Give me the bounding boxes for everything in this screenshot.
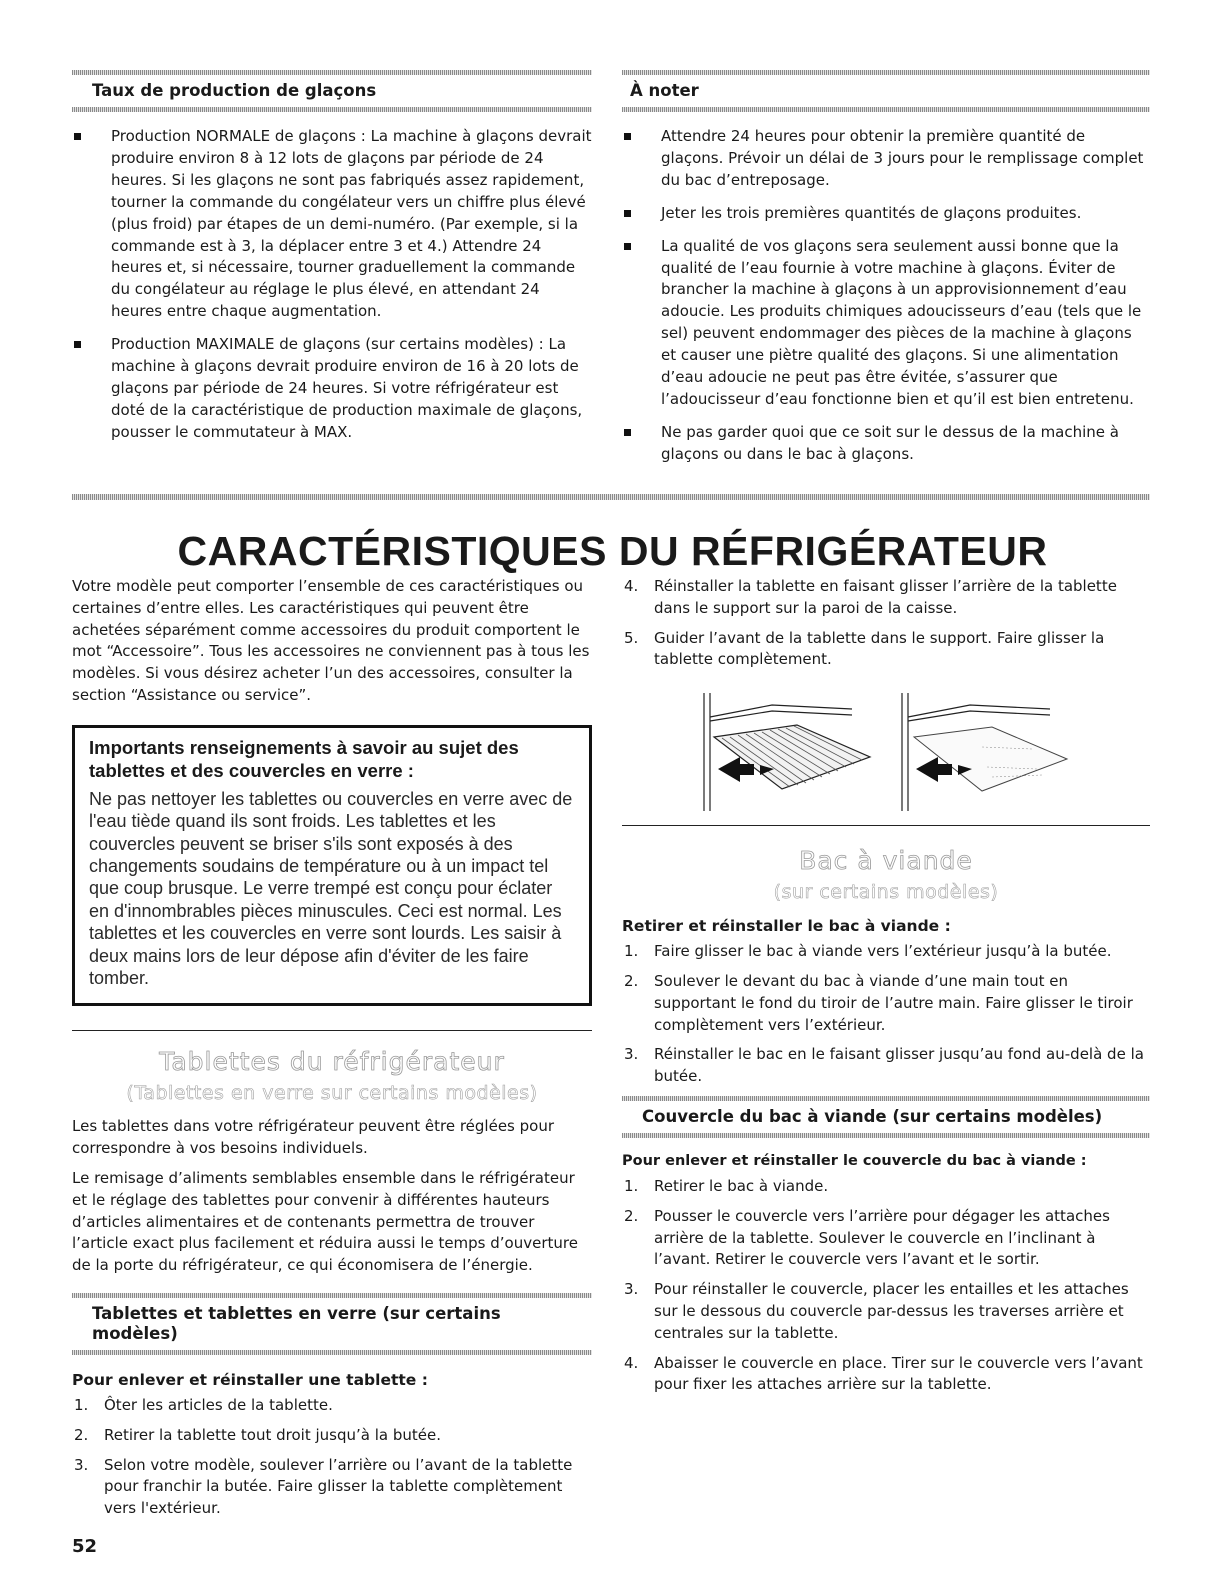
list-item: 1. Ôter les articles de la tablette. xyxy=(74,1396,333,1415)
list-item: 2. Retirer la tablette tout droit jusqu’à la butée. xyxy=(74,1425,441,1444)
list-item: La qualité de vos glaçons sera seulement aussi bonne que la qualité de l’eau fournie à votre machine à glaçons. Éviter de brancher la machine à glaçons à un approvisionnement d’eau adoucie. Les produits chimiques adoucisseurs d’eau (tels que le sel) peuvent endommager des pièces de la machine à glaçons et causer une piètre qualité des glaçons. Si une alimentation d’eau adoucie ne peut pas être évitée, s’assurer que l’adoucisseur d’eau fonctionne bien et qu’il est bien entretenu. xyxy=(622,236,1150,411)
intro-paragraph: Votre modèle peut comporter l’ensemble de ces caractéristiques ou certaines d’entre elles. Les caractéristiques qui peuvent être achetées séparément comme accessoires du produit comportent le mot “Accessoire”. Tous les accessoires ne conviennent pas à tous les modèles. Si vous désirez acheter l’un des accessoires, consulter la section “Assistance ou service”. xyxy=(72,577,590,704)
list-item: 3. Selon votre modèle, soulever l’arrière ou l’avant de la tablette pour franchir la butée. Faire glisser la tablette complètement vers l'extérieur. xyxy=(74,1455,573,1518)
list-item: 1. Retirer le bac à viande. xyxy=(624,1176,829,1195)
meat-cover-remove-heading: Pour enlever et réinstaller le couvercle du bac à viande : xyxy=(622,1152,1087,1169)
list-item: 5. Guider l’avant de la tablette dans le support. Faire glisser la tablette complètement. xyxy=(624,628,1105,669)
ice-rate-section xyxy=(72,70,592,455)
hatch-rule xyxy=(622,1133,1150,1138)
list-item: 2. Pousser le couvercle vers l’arrière pour dégager les attaches arrière de la tablette. Soulever le couvercle en l’inclinant à l’avant. Retirer le couvercle vers l’avant et le sortir. xyxy=(624,1206,1110,1269)
meat-bin-subtitle: (sur certains modèles) xyxy=(773,881,999,904)
section-separator xyxy=(72,494,1150,500)
meat-cover-steps xyxy=(622,1176,1150,1396)
warning-text: Ne pas nettoyer les tablettes ou couvercles en verre avec de l'eau tiède quand ils sont froids. Les tablettes et les couvercles peuvent se briser s'ils sont exposés à des changements soudains de température ou à un impact tel que coup brusque. Le verre trempé est conçu pour éclater en d'innombrables pièces minuscules. Ceci est normal. Les tablettes et les couvercles en verre sont lourds. Les saisir à deux mains lors de leur dépose afin d'éviter de les faire tomber. xyxy=(89,788,573,989)
glass-shelves-heading: Tablettes et tablettes en verre (sur certains modèles) xyxy=(92,1304,501,1344)
divider xyxy=(72,1030,592,1031)
shelf-steps-continued xyxy=(622,576,1150,671)
remove-shelf-heading: Pour enlever et réinstaller une tablette : xyxy=(72,1371,428,1390)
list-item: 3. Pour réinstaller le couvercle, placer les entailles et les attaches sur le dessous du couvercle par-dessus les traverses arrière et centrales sur la tablette. xyxy=(624,1280,1129,1342)
hatch-rule xyxy=(72,1350,592,1355)
right-column xyxy=(622,576,1150,1404)
shelf-illustrations xyxy=(622,687,1150,817)
warning-title: Importants renseignements à savoir au sujet des tablettes et des couvercles en verre : xyxy=(89,736,519,781)
shelf-steps xyxy=(72,1395,592,1520)
divider xyxy=(622,825,1150,826)
list-item: Ne pas garder quoi que ce soit sur le dessus de la machine à glaçons ou dans le bac à glaçons. xyxy=(622,422,1150,466)
ice-rate-title: Taux de production de glaçons xyxy=(92,81,377,100)
list-item: Production NORMALE de glaçons : La machine à glaçons devrait produire environ 8 à 12 lots de glaçons par période de 24 heures. Si les glaçons ne sont pas fabriqués assez rapidement, tourner la commande du congélateur vers un chiffre plus élevé (plus froid) par étapes de un demi-numéro. (Par exemple, si la commande est à 3, la déplacer entre 3 et 4.) Attendre 24 heures et, si nécessaire, tourner graduellement la commande du congélateur au réglage le plus élevé, en attendant 24 heures entre chaque augmentation. xyxy=(72,126,592,323)
list-item: 2. Soulever le devant du bac à viande d’une main tout en supportant le fond du tiroir de l’autre main. Faire glisser le tiroir complètement vers l’extérieur. xyxy=(624,971,1133,1034)
list-item: Production MAXIMALE de glaçons (sur certains modèles) : La machine à glaçons devrait produire environ de 16 à 20 lots de glaçons par période de 24 heures. Si votre réfrigérateur est doté de la caractéristique de production maximale de glaçons, pousser le commutateur à MAX. xyxy=(72,334,592,444)
shelf-illustration xyxy=(622,687,1150,817)
list-item: 3. Réinstaller le bac en le faisant glisser jusqu’au fond au-delà de la butée. xyxy=(624,1045,1144,1086)
shelves-title: Tablettes du réfrigérateur xyxy=(159,1047,505,1077)
meat-bin-title: Bac à viande xyxy=(799,846,973,876)
list-item: Attendre 24 heures pour obtenir la première quantité de glaçons. Prévoir un délai de 3 jours pour le remplissage complet du bac d’entreposage. xyxy=(622,126,1150,192)
meat-cover-heading: Couvercle du bac à viande (sur certains modèles) xyxy=(642,1106,1103,1126)
ice-rate-list xyxy=(72,126,592,444)
hatch-rule xyxy=(72,107,592,112)
list-item: 4. Réinstaller la tablette en faisant glisser l’arrière de la tablette dans le support sur la paroi de la caisse. xyxy=(624,577,1117,617)
list-item: 1. Faire glisser le bac à viande vers l’extérieur jusqu’à la butée. xyxy=(624,942,1112,961)
shelves-paragraph-1: Les tablettes dans votre réfrigérateur peuvent être réglées pour correspondre à vos besoins individuels. xyxy=(72,1117,555,1158)
warning-box xyxy=(72,725,592,1007)
list-item: Jeter les trois premières quantités de glaçons produites. xyxy=(622,203,1150,225)
notes-title: À noter xyxy=(630,81,699,100)
notes-section xyxy=(622,70,1150,477)
page-number: 52 xyxy=(72,1536,98,1557)
shelves-subtitle: (Tablettes en verre sur certains modèles) xyxy=(126,1082,538,1105)
page-title: CARACTÉRISTIQUES DU RÉFRIGÉRATEUR xyxy=(177,528,1048,574)
list-item: 4. Abaisser le couvercle en place. Tirer sur le couvercle vers l’avant pour fixer les attaches arrière sur la tablette. xyxy=(624,1353,1143,1394)
hatch-rule xyxy=(622,107,1150,112)
left-column xyxy=(72,576,592,1528)
meat-bin-steps xyxy=(622,941,1150,1088)
notes-list xyxy=(622,126,1150,466)
meat-bin-remove-heading: Retirer et réinstaller le bac à viande : xyxy=(622,917,951,936)
shelves-paragraph-2: Le remisage d’aliments semblables ensemble dans le réfrigérateur et le réglage des tablettes pour convenir à différentes hauteurs d’articles alimentaires et de contenants permettra de trouver l’article exact plus facilement et réduira aussi le temps d’ouverture de la porte du réfrigérateur, ce qui économisera de l’énergie. xyxy=(72,1169,578,1275)
